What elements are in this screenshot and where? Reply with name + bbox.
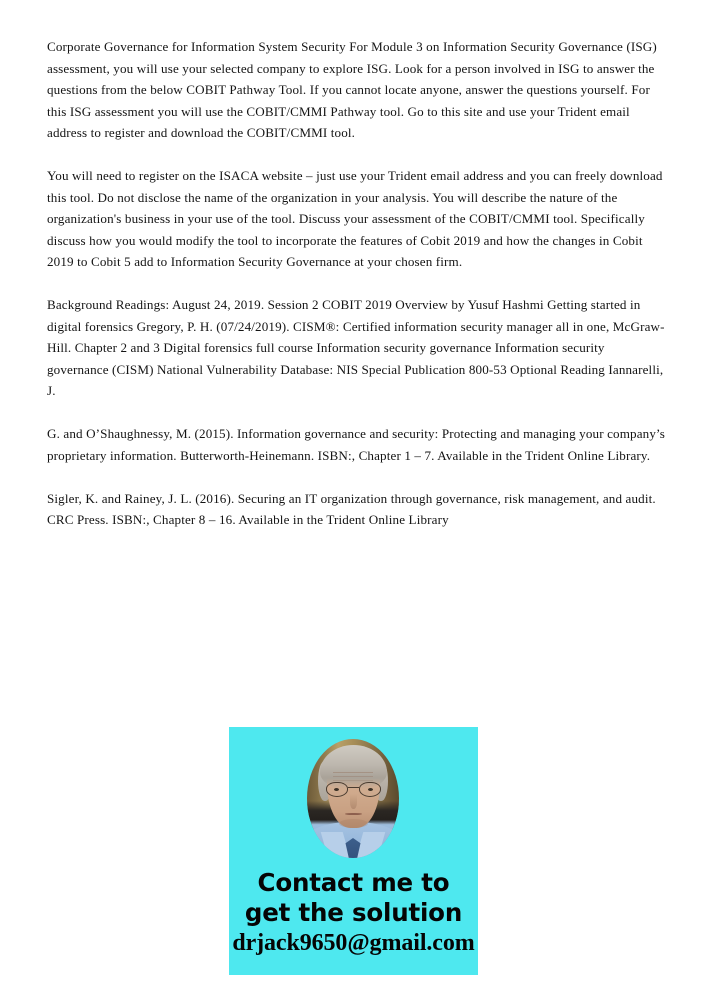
portrait-image: [307, 739, 399, 858]
nose: [350, 794, 357, 809]
contact-headline-line-1: Contact me to: [257, 868, 450, 897]
paragraph-2: You will need to register on the ISACA website – just use your Trident email address and you can freely download this tool. Do not disclose the name of the organization in your analysis. You will describe the nature of the organization's business in your use of the tool. Discuss your assessment of the COBIT/CMMI tool. Specifically discuss how you would modify the tool to incorporate the features of Cobit 2019 and how the changes in Cobit 2019 to Cobit 5 add to Information Security Governance at your chosen firm.: [47, 168, 663, 269]
paragraph-4: G. and O’Shaughnessy, M. (2015). Information governance and security: Protecting and managing your company’s proprietary information. Butterworth-Heinemann. ISBN:, Chapter 1 – 7. Available in the Trident Online Library.: [47, 426, 666, 463]
eye-left: [334, 788, 339, 791]
contact-email[interactable]: drjack9650@gmail.com: [232, 930, 475, 956]
paragraph-1: Corporate Governance for Information System Security For Module 3 on Information Security Governance (ISG) assessment, you will use your selected company to explore ISG. Look for a person involved in ISG to answer the questions from the below COBIT Pathway Tool. If you cannot locate anyone, answer the questions yourself. For this ISG assessment you will use the COBIT/CMMI Pathway tool. Go to this site and use your Trident email address to register and download the COBIT/CMMI tool.: [47, 39, 657, 140]
portrait-photo: [307, 739, 399, 858]
chin-shade: [339, 819, 368, 828]
eye-right: [368, 788, 373, 791]
contact-card: [229, 727, 478, 975]
forehead-lines: [333, 772, 373, 773]
paragraph-5: Sigler, K. and Rainey, J. L. (2016). Securing an IT organization through governance, risk management, and audit. CRC Press. ISBN:, Chapter 8 – 16. Available in the Trident Online Library: [47, 490, 656, 527]
paragraph-3: Background Readings: August 24, 2019. Session 2 COBIT 2019 Overview by Yusuf Hashmi Getting started in digital forensics Gregory, P. H. (07/24/2019). CISM®: Certified information security manager all in one, McGraw-Hill. Chapter 2 and 3 Digital forensics full course Information security governance Information security governance (CISM) National Vulnerability Database: NIS Special Publication 800-53 Optional Reading Iannarelli, J.: [47, 297, 665, 398]
document-body: [47, 36, 669, 531]
glasses-bridge: [348, 787, 359, 788]
contact-headline-line-2: get the solution: [244, 898, 463, 927]
